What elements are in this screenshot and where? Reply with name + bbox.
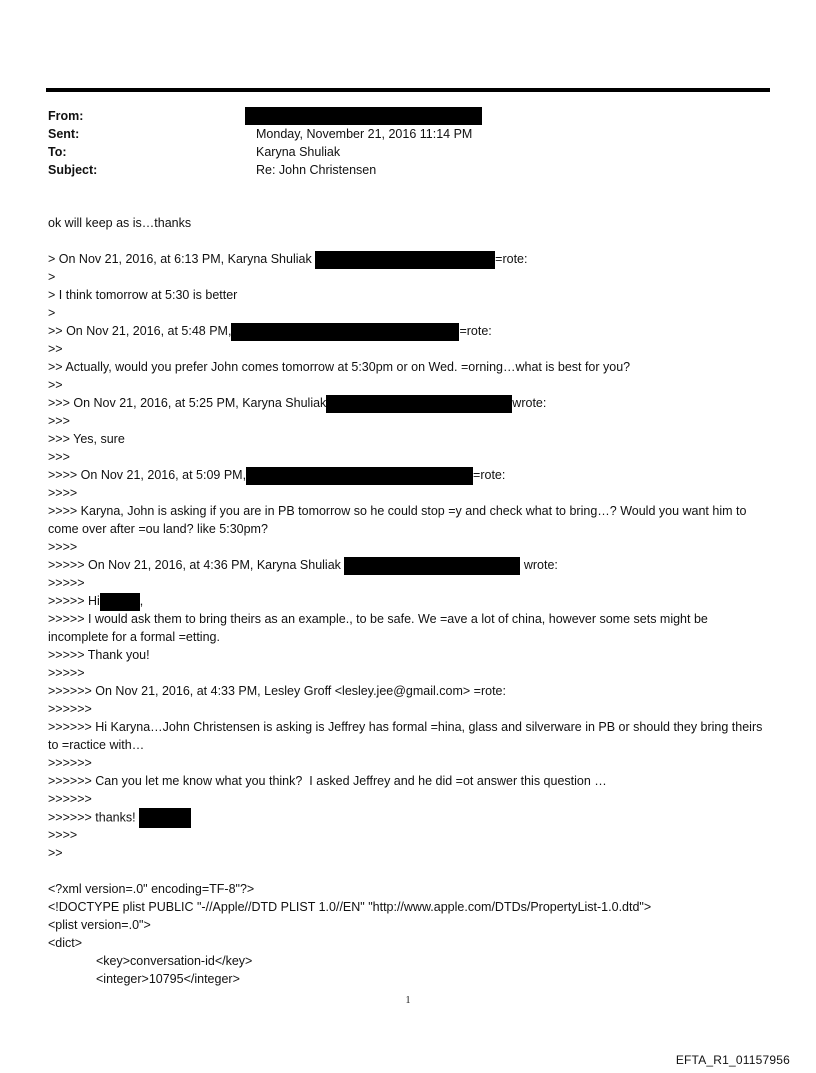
- quote-paragraph: >>>> Karyna, John is asking if you are in PB tomorrow so he could stop =y and check what to bring…? Would you want him to come over after =ou land? like 5:30pm?: [48, 504, 747, 536]
- email-body: [48, 214, 768, 988]
- xml-line: <dict>: [48, 936, 83, 950]
- quote-line: >>>>>: [48, 666, 85, 680]
- quote-line: > I think tomorrow at 5:30 is better: [48, 288, 238, 302]
- quote-line: >: [48, 306, 56, 320]
- xml-line: <key>conversation-id</key>: [96, 954, 253, 968]
- sent-value: Monday, November 21, 2016 11:14 PM: [256, 127, 473, 141]
- xml-line: <?xml version=.0" encoding=TF-8"?>: [48, 882, 255, 896]
- xml-line: <integer>10795</integer>: [96, 972, 240, 986]
- sent-label: Sent:: [48, 127, 80, 141]
- quote-line: >>>>> Thank you!: [48, 648, 150, 662]
- quote-line: >>>>>: [48, 576, 85, 590]
- quote-line: >>>>>>: [48, 792, 92, 806]
- to-label: To:: [48, 145, 67, 159]
- quote-line: > On Nov 21, 2016, at 6:13 PM, Karyna Shuliak =rote:: [48, 250, 768, 268]
- quote-line: >>>: [48, 414, 70, 428]
- from-redaction: [245, 106, 482, 125]
- subject-value: Re: John Christensen: [256, 163, 377, 177]
- quote-line: >> Actually, would you prefer John comes tomorrow at 5:30pm or on Wed. =orning…what is best for you?: [48, 360, 631, 374]
- quote-line: >>>>> Hi ,: [48, 592, 768, 610]
- to-value: Karyna Shuliak: [256, 145, 341, 159]
- subject-label: Subject:: [48, 163, 98, 177]
- quote-paragraph: >>>>>> Hi Karyna…John Christensen is asking is Jeffrey has formal =hina, glass and silverware in PB or should they bring theirs to =ractice with…: [48, 720, 763, 752]
- redaction-box: [100, 593, 140, 611]
- quote-line: >>> Yes, sure: [48, 432, 125, 446]
- quote-line: >>> On Nov 21, 2016, at 5:25 PM, Karyna Shuliak wrote:: [48, 394, 768, 412]
- quote-line: >> On Nov 21, 2016, at 5:48 PM, =rote:: [48, 322, 768, 340]
- quote-line: >>>>: [48, 828, 78, 842]
- quote-line: >>>>> On Nov 21, 2016, at 4:36 PM, Karyna Shuliak wrote:: [48, 556, 768, 574]
- redaction-box: [315, 251, 495, 269]
- header-rule: [46, 88, 770, 92]
- quote-line: >: [48, 270, 56, 284]
- quote-line: >>>>>> Can you let me know what you think? I asked Jeffrey and he did =ot answer this question …: [48, 774, 607, 788]
- quote-line: >>>> On Nov 21, 2016, at 5:09 PM, =rote:: [48, 466, 768, 484]
- redaction-box: [326, 395, 512, 413]
- page-number: 1: [405, 995, 411, 1006]
- quote-line: >>>>>>: [48, 702, 92, 716]
- quote-line: >>>>>> thanks!: [48, 808, 768, 826]
- from-label: From:: [48, 109, 84, 123]
- xml-line: <!DOCTYPE plist PUBLIC "-//Apple//DTD PLIST 1.0//EN" "http://www.apple.com/DTDs/PropertyList-1.0.dtd">: [48, 900, 652, 914]
- redaction-box: [246, 467, 473, 485]
- document-id: EFTA_R1_01157956: [675, 1053, 790, 1067]
- xml-line: <plist version=.0">: [48, 918, 151, 932]
- quote-paragraph: >>>>> I would ask them to bring theirs as an example., to be safe. We =ave a lot of china, however some sets might be incomplete for a formal =etting.: [48, 612, 708, 644]
- quote-line: >>: [48, 378, 63, 392]
- redaction-box: [139, 808, 191, 828]
- spacer: [48, 862, 768, 880]
- redaction-box: [231, 323, 459, 341]
- quote-line: >>: [48, 846, 63, 860]
- quote-line: >>>>: [48, 486, 78, 500]
- reply-text: ok will keep as is…thanks: [48, 216, 192, 230]
- quote-line: >>>: [48, 450, 70, 464]
- quote-line: >>>>>>: [48, 756, 92, 770]
- quote-line: >>: [48, 342, 63, 356]
- quote-line: >>>>: [48, 540, 78, 554]
- quote-line: >>>>>> On Nov 21, 2016, at 4:33 PM, Lesley Groff <lesley.jee@gmail.com> =rote:: [48, 684, 506, 698]
- redaction-box: [344, 557, 520, 575]
